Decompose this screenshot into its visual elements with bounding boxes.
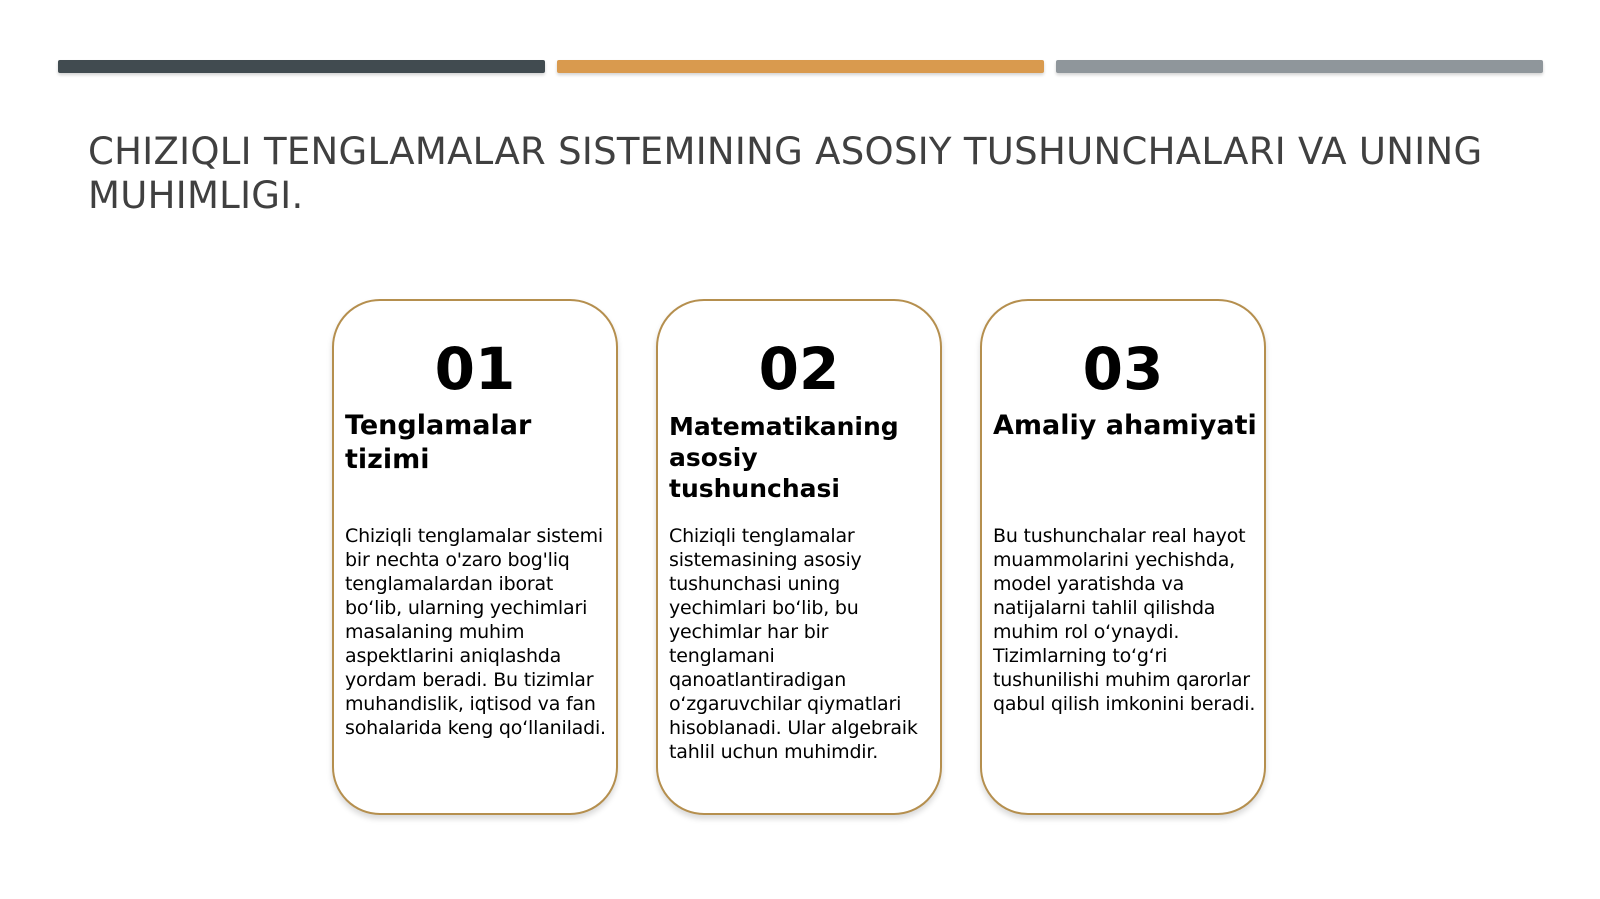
decorative-bar-dark (58, 60, 545, 73)
card-1 (332, 299, 618, 815)
card-number: 02 (758, 335, 840, 403)
card-2 (656, 299, 942, 815)
card-body: Chiziqli tenglamalar sistemi bir nechta o'zaro bog'liq tenglamalardan iborat bo‘lib, ularning yechimlari masalaning muhim aspektlarini aniqlashda yordam beradi. Bu tizimlar muhandislik, iqtisod va fan sohalarida keng qo‘llaniladi. (345, 525, 606, 739)
card-3 (980, 299, 1266, 815)
card-body: Chiziqli tenglamalar sistemasining asosiy tushunchasi uning yechimlari bo‘lib, bu yechimlar har bir tenglamani qanoatlantiradigan o‘zgaruvchilar qiymatlari hisoblanadi. Ular algebraik tahlil uchun muhimdir. (669, 525, 918, 763)
decorative-bar-orange (557, 60, 1044, 73)
decorative-bar-gray (1056, 60, 1543, 73)
card-heading: Matematikaning asosiy tushunchasi (669, 412, 899, 503)
card-heading: Tenglamalar tizimi (345, 410, 532, 475)
card-number: 03 (1082, 335, 1164, 403)
card-body: Bu tushunchalar real hayot muammolarini yechishda, model yaratishda va natijalarni tahlil qilishda muhim rol o‘ynaydi. Tizimlarning to‘g‘ri tushunilishi muhim qarorlar qabul qilish imkonini beradi. (993, 525, 1256, 715)
slide-title: CHIZIQLI TENGLAMALAR SISTEMINING ASOSIY TUSHUNCHALARI VA UNING MUHIMLIGI. (88, 130, 1483, 217)
card-heading: Amaliy ahamiyati (993, 410, 1257, 441)
card-number: 01 (434, 335, 516, 403)
